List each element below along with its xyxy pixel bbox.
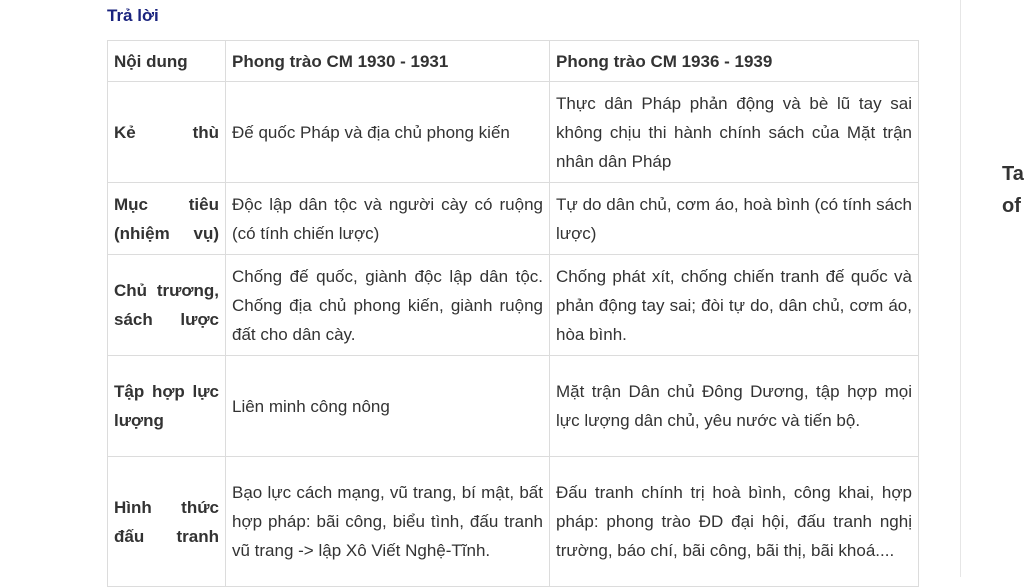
cell-1936: Thực dân Pháp phản động và bè lũ tay sai không chịu thi hành chính sách của Mặt trận nhân dân Pháp bbox=[550, 82, 919, 183]
cell-1930: Chống đế quốc, giành độc lập dân tộc. Chống địa chủ phong kiến, giành ruộng đất cho dân cày. bbox=[226, 255, 550, 356]
table-row bbox=[108, 356, 919, 457]
cell-1930: Đế quốc Pháp và địa chủ phong kiến bbox=[226, 82, 550, 183]
cell-1930: Độc lập dân tộc và người cày có ruộng (có tính chiến lược) bbox=[226, 183, 550, 255]
answer-heading: Trả lời bbox=[107, 6, 159, 25]
header-content: Nội dung bbox=[108, 41, 226, 82]
cell-1936: Tự do dân chủ, cơm áo, hoà bình (có tính sách lược) bbox=[550, 183, 919, 255]
comparison-table bbox=[107, 40, 919, 587]
row-label: Chủ trương, sách lược bbox=[108, 255, 226, 356]
table-row bbox=[108, 82, 919, 183]
row-label: Tập hợp lực lượng bbox=[108, 356, 226, 457]
cell-1936: Chống phát xít, chống chiến tranh đế quốc và phản động tay sai; đòi tự do, dân chủ, cơm áo, hòa bình. bbox=[550, 255, 919, 356]
sidebar-text-line1: Ta bbox=[1002, 163, 1024, 185]
header-movement-1936: Phong trào CM 1936 - 1939 bbox=[550, 41, 919, 82]
comparison-table-container bbox=[107, 40, 918, 587]
cell-1936: Đấu tranh chính trị hoà bình, công khai, hợp pháp: phong trào ĐD đại hội, đấu tranh nghị trường, báo chí, bãi công, bãi thị, bãi khoá.... bbox=[550, 457, 919, 587]
cell-1930: Bạo lực cách mạng, vũ trang, bí mật, bất hợp pháp: bãi công, biểu tình, đấu tranh vũ trang -> lập Xô Viết Nghệ-Tĩnh. bbox=[226, 457, 550, 587]
table-row bbox=[108, 457, 919, 587]
cell-1936: Mặt trận Dân chủ Đông Dương, tập hợp mọi lực lượng dân chủ, yêu nước và tiến bộ. bbox=[550, 356, 919, 457]
row-label: Hình thức đấu tranh bbox=[108, 457, 226, 587]
table-row bbox=[108, 183, 919, 255]
sidebar-divider bbox=[960, 0, 961, 577]
cell-1930: Liên minh công nông bbox=[226, 356, 550, 457]
table-row bbox=[108, 255, 919, 356]
row-label: Mục tiêu (nhiệm vụ) bbox=[108, 183, 226, 255]
row-label: Kẻ thù bbox=[108, 82, 226, 183]
sidebar-text-line2: of bbox=[1002, 195, 1021, 217]
header-movement-1930: Phong trào CM 1930 - 1931 bbox=[226, 41, 550, 82]
table-header-row bbox=[108, 41, 919, 82]
